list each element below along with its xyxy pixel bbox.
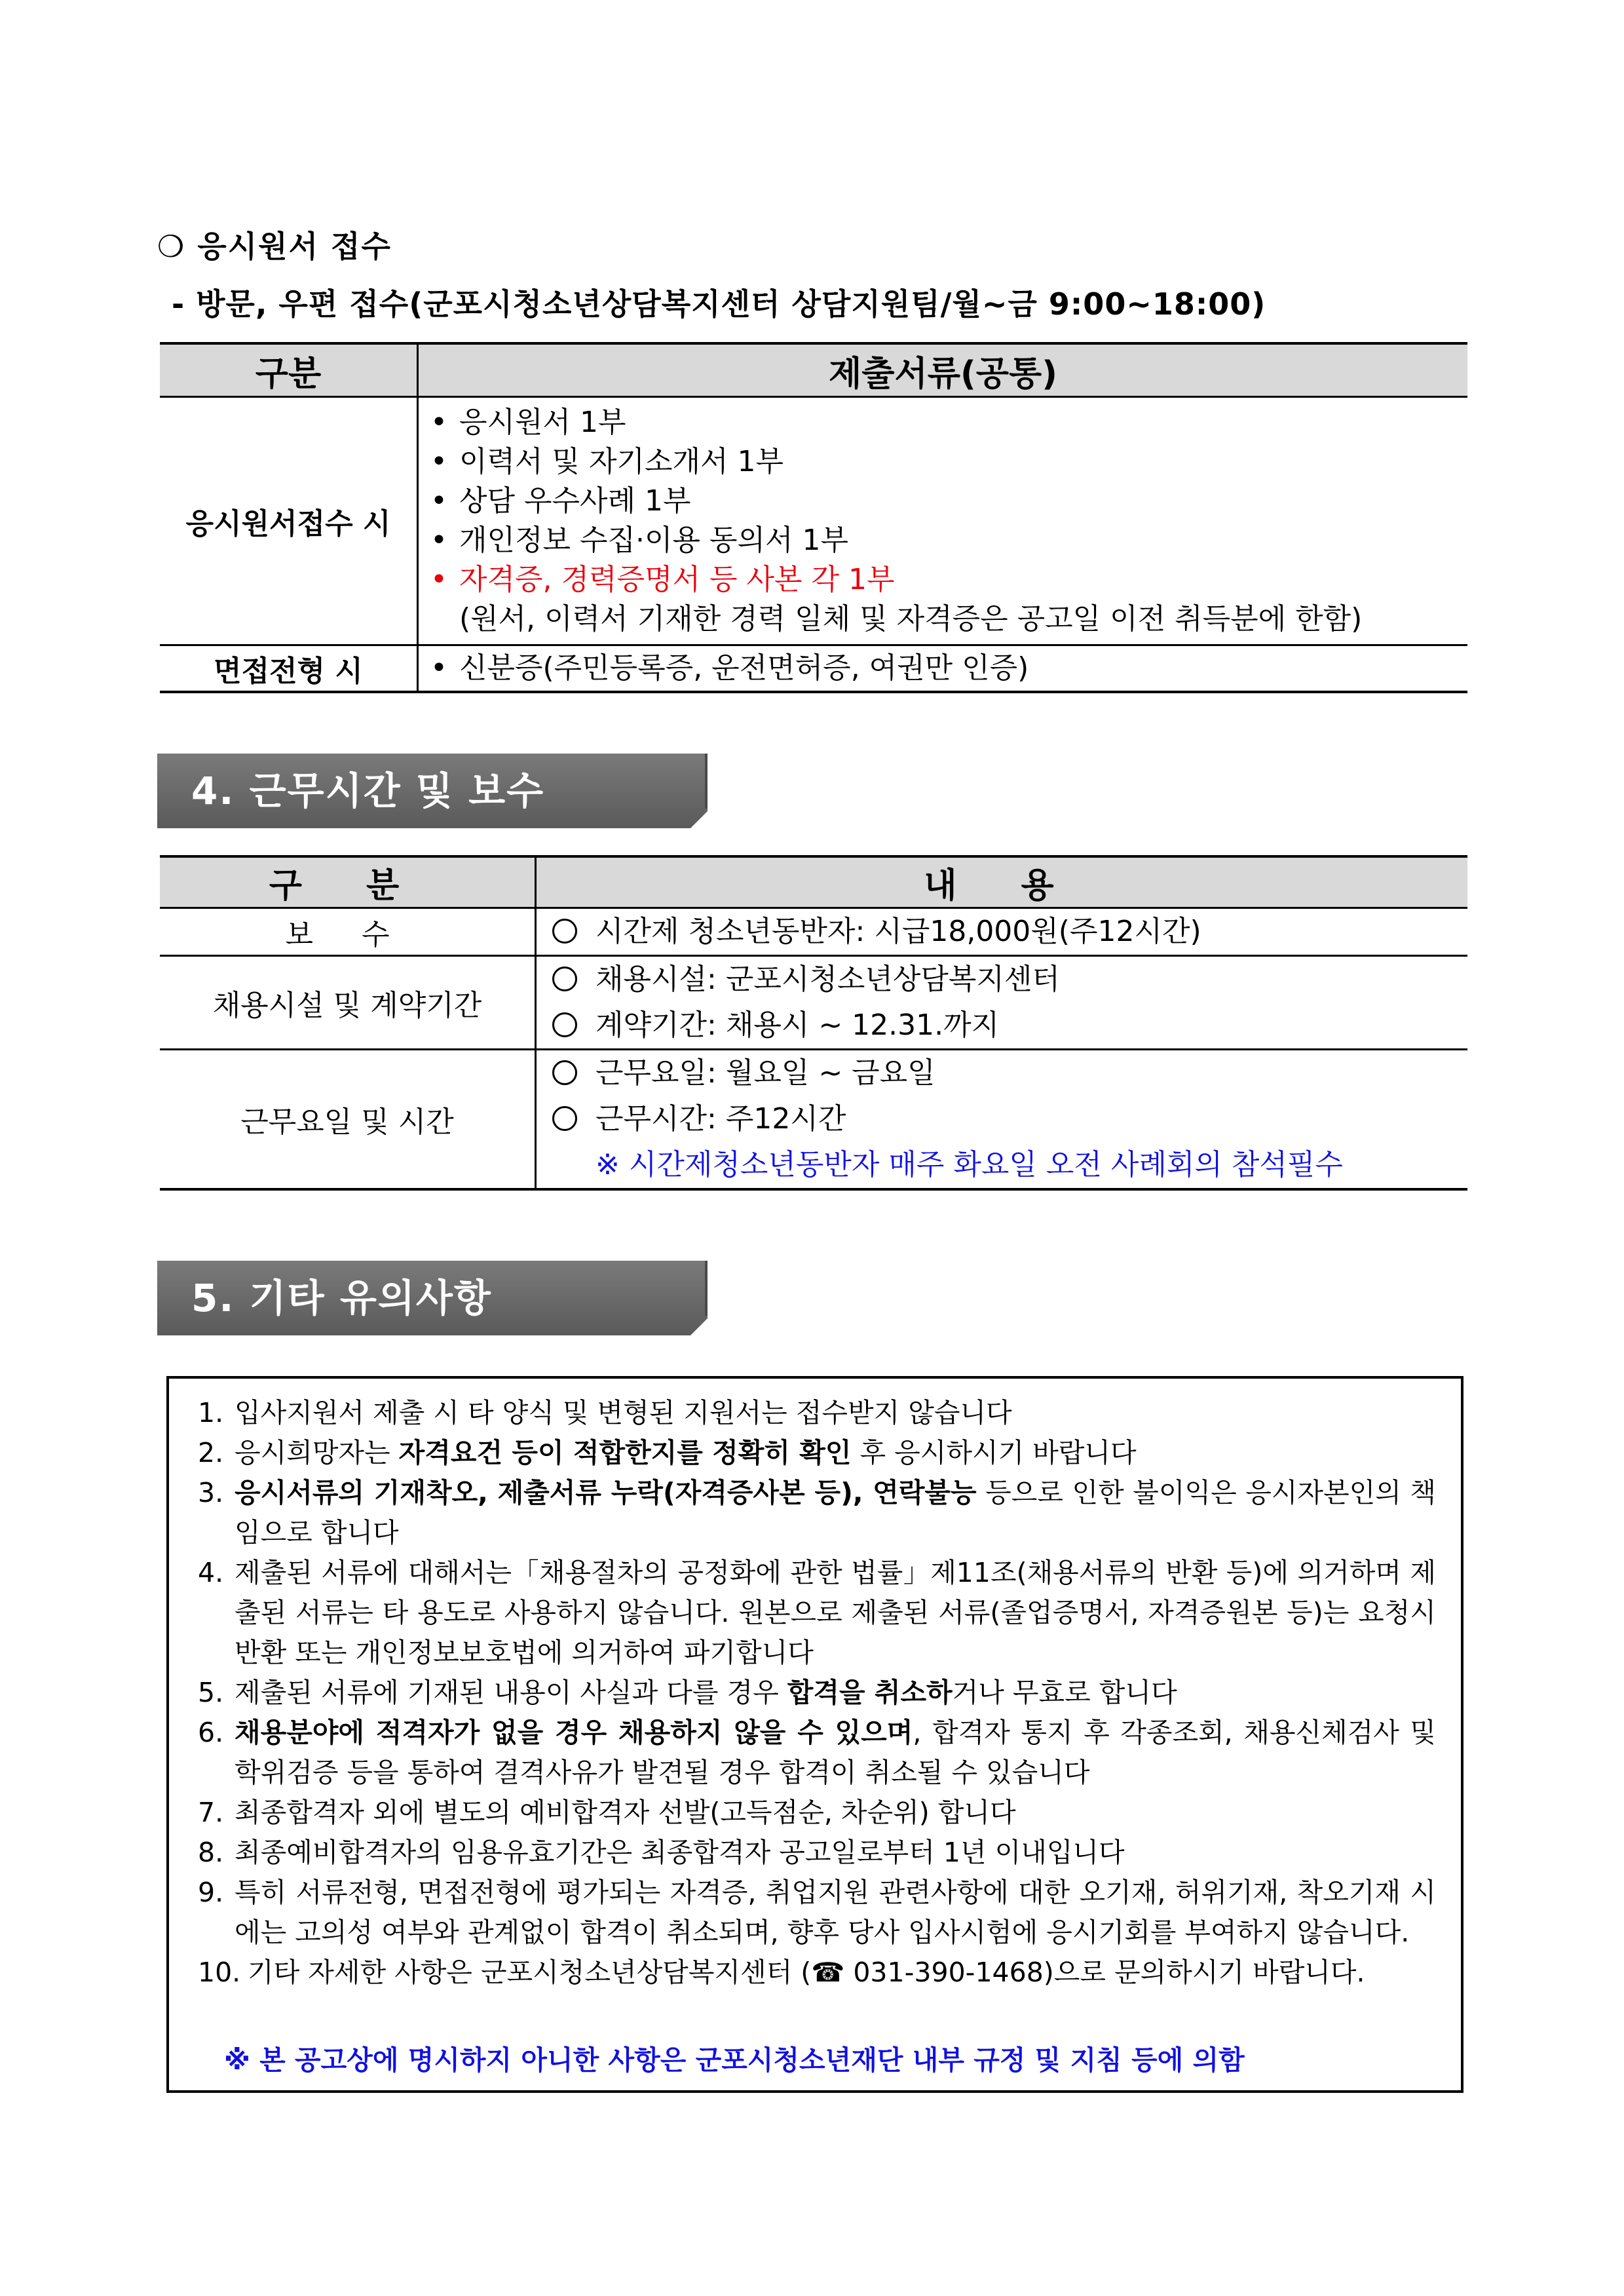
item-text: 신분증(주민등록증, 운전면허증, 여권만 인증) [459, 651, 1029, 685]
notice-item [198, 1553, 1436, 1673]
list-item [430, 442, 1467, 482]
notice-text: 기타 자세한 사항은 군포시청소년상담복지센터 (☎ 031-390-1468)으로 문의하시기 바랍니다. [248, 1957, 1365, 1988]
item-text: 상담 우수사례 1부 [459, 484, 691, 518]
circle-icon [552, 1012, 577, 1037]
notice-text: 제출된 서류에 대해서는「채용절차의 공정화에 관한 법률」제11조(채용서류의 반환 등)에 의거하며 제출된 서류는 타 용도로 사용하지 않습니다. 원본으로 제출된 서류(졸업증명서, 자격증원본 등)는 요청시 반환 또는 개인정보보호법에 의거하여 파기합니다 [235, 1557, 1436, 1668]
workhours-value: 근무시간: 주12시간 [595, 1102, 846, 1136]
bullet-icon: • [430, 406, 447, 439]
documents-table-header [160, 343, 1467, 397]
circle-icon [552, 1106, 577, 1131]
work-hours-table [160, 855, 1467, 1191]
text-bold: 합격을 취소하 [787, 1677, 953, 1708]
row-label-application: 응시원서접수 시 [160, 397, 418, 645]
text-bold: 응시서류의 기재착오, 제출서류 누락(자격증사본 등), 연락불능 [235, 1477, 977, 1508]
notice-number: 9. [198, 1877, 224, 1908]
section4-title: 4. 근무시간 및 보수 [191, 769, 545, 813]
bullet-icon: • [430, 484, 447, 518]
notice-number: 6. [198, 1717, 224, 1748]
notice-text [235, 1673, 1436, 1713]
notice-number: 2. [198, 1437, 224, 1468]
text-part: 후 응시하시기 바랍니다 [851, 1437, 1137, 1468]
contract-label: 채용시설 및 계약기간 [160, 956, 536, 1050]
application-heading [157, 223, 392, 266]
row-hours [160, 1050, 1467, 1190]
banner-corner [689, 1317, 709, 1337]
circle-icon [552, 966, 577, 991]
bullet-icon: • [430, 524, 447, 557]
notice-box [166, 1376, 1463, 2093]
item-text: 자격증, 경력증명서 등 사본 각 1부 [459, 563, 895, 596]
notice-number: 5. [198, 1677, 224, 1708]
pay-value-cell [536, 908, 1468, 956]
text-part: 응시희망자는 [235, 1437, 399, 1468]
contract-value-cell [536, 956, 1468, 1050]
facility-value: 채용시설: 군포시청소년상담복지센터 [595, 963, 1060, 996]
application-title: 응시원서 접수 [197, 229, 392, 264]
circle-icon [552, 919, 577, 944]
notice-number: 1. [198, 1397, 224, 1428]
header-category: 구분 [160, 343, 418, 397]
documents-table [160, 342, 1467, 693]
header-category: 구 분 [160, 856, 536, 908]
hours-label: 근무요일 및 시간 [160, 1050, 536, 1190]
final-note: ※ 본 공고상에 명시하지 아니한 사항은 군포시청소년재단 내부 규정 및 지침 등에 의함 [224, 2044, 1245, 2076]
row-pay [160, 908, 1467, 956]
notice-item [198, 1793, 1436, 1833]
list-item-highlight [430, 560, 1467, 600]
bullet-icon: • [430, 651, 447, 685]
banner-corner [689, 810, 709, 830]
notice-text: 최종예비합격자의 임용유효기간은 최종합격자 공고일로부터 1년 이내입니다 [235, 1837, 1125, 1868]
text-bold: 채용분야에 적격자가 없을 경우 채용하지 않을 수 있으며 [235, 1717, 913, 1748]
workdays-value: 근무요일: 월요일 ~ 금요일 [595, 1056, 935, 1090]
notice-text: 입사지원서 제출 시 타 양식 및 변형된 지원서는 접수받지 않습니다 [235, 1397, 1012, 1428]
item-text: 개인정보 수집·이용 동의서 1부 [459, 524, 848, 557]
list-item [430, 482, 1467, 521]
banner-edge [705, 1261, 708, 1316]
item-text: 이력서 및 자기소개서 1부 [459, 445, 784, 478]
hours-note: ※ 시간제청소년동반자 매주 화요일 오전 사례회의 참석필수 [595, 1148, 1343, 1181]
header-content: 내 용 [536, 856, 1468, 908]
notice-number: 7. [198, 1797, 224, 1828]
circle-icon [552, 1060, 577, 1085]
section5-title: 5. 기타 유의사항 [191, 1276, 492, 1320]
list-item [430, 403, 1467, 442]
circle-bullet-icon: ❍ [157, 229, 186, 264]
bullet-icon: • [430, 445, 447, 478]
row-items-application [418, 397, 1468, 645]
notice-item [198, 1473, 1436, 1553]
text-bold: 자격요건 등이 적합한지를 정확히 확인 [398, 1437, 852, 1468]
notice-text [235, 1433, 1436, 1473]
bullet-icon: • [430, 563, 447, 596]
notice-item [198, 1673, 1436, 1713]
list-note [430, 600, 1467, 639]
notice-item [198, 1393, 1436, 1433]
documents-row-interview [160, 645, 1467, 693]
text-part: 거나 무효로 합니다 [952, 1677, 1177, 1708]
work-hours-header [160, 856, 1467, 908]
section5-banner [157, 1261, 708, 1335]
notice-number: 8. [198, 1837, 224, 1868]
notice-text: 최종합격자 외에 별도의 예비합격자 선발(고득점순, 차순위) 합니다 [235, 1797, 1016, 1828]
section4-banner [157, 754, 708, 828]
application-subtitle: - 방문, 우편 접수(군포시청소년상담복지센터 상담지원팀/월~금 9:00~18:00) [172, 286, 1266, 322]
header-documents: 제출서류(공통) [418, 343, 1468, 397]
notice-list [198, 1393, 1436, 1993]
text-part: 등으로 인한 불이익은 응시자본인의 책임으로 합니다 [235, 1477, 1436, 1548]
notice-number: 3. [198, 1477, 224, 1508]
text-part: 제출된 서류에 기재된 내용이 사실과 다를 경우 [235, 1677, 787, 1708]
notice-item [198, 1953, 1436, 1993]
row-items-interview [418, 645, 1468, 693]
row-label-interview: 면접전형 시 [160, 645, 418, 693]
row-contract [160, 956, 1467, 1050]
notice-text [235, 1473, 1436, 1553]
documents-row-application [160, 397, 1467, 645]
banner-edge [705, 754, 708, 809]
notice-item [198, 1713, 1436, 1793]
notice-text [235, 1713, 1436, 1793]
item-text: 응시원서 1부 [459, 406, 626, 439]
notice-text: 특히 서류전형, 면접전형에 평가되는 자격증, 취업지원 관련사항에 대한 오기재, 허위기재, 착오기재 시에는 고의성 여부와 관계없이 합격이 취소되며, 향후 당사 입사시험에 응시기회를 부여하지 않습니다. [235, 1877, 1436, 1948]
text-part: , 합격자 통지 후 각종조회, 채용신체검사 및 학위검증 등을 통하여 결격사유가 발견될 경우 합격이 취소될 수 있습니다 [235, 1717, 1437, 1788]
notice-number: 4. [198, 1557, 224, 1588]
list-item [430, 521, 1467, 560]
contract-period-value: 계약기간: 채용시 ~ 12.31.까지 [595, 1008, 1000, 1042]
notice-item [198, 1833, 1436, 1873]
notice-number: 10. [198, 1957, 241, 1988]
note-text: (원서, 이력서 기재한 경력 일체 및 자격증은 공고일 이전 취득분에 한함) [459, 602, 1363, 636]
pay-label: 보 수 [160, 908, 536, 956]
pay-value: 시간제 청소년동반자: 시급18,000원(주12시간) [595, 915, 1201, 948]
notice-item [198, 1433, 1436, 1473]
hours-value-cell [536, 1050, 1468, 1190]
notice-item [198, 1873, 1436, 1953]
